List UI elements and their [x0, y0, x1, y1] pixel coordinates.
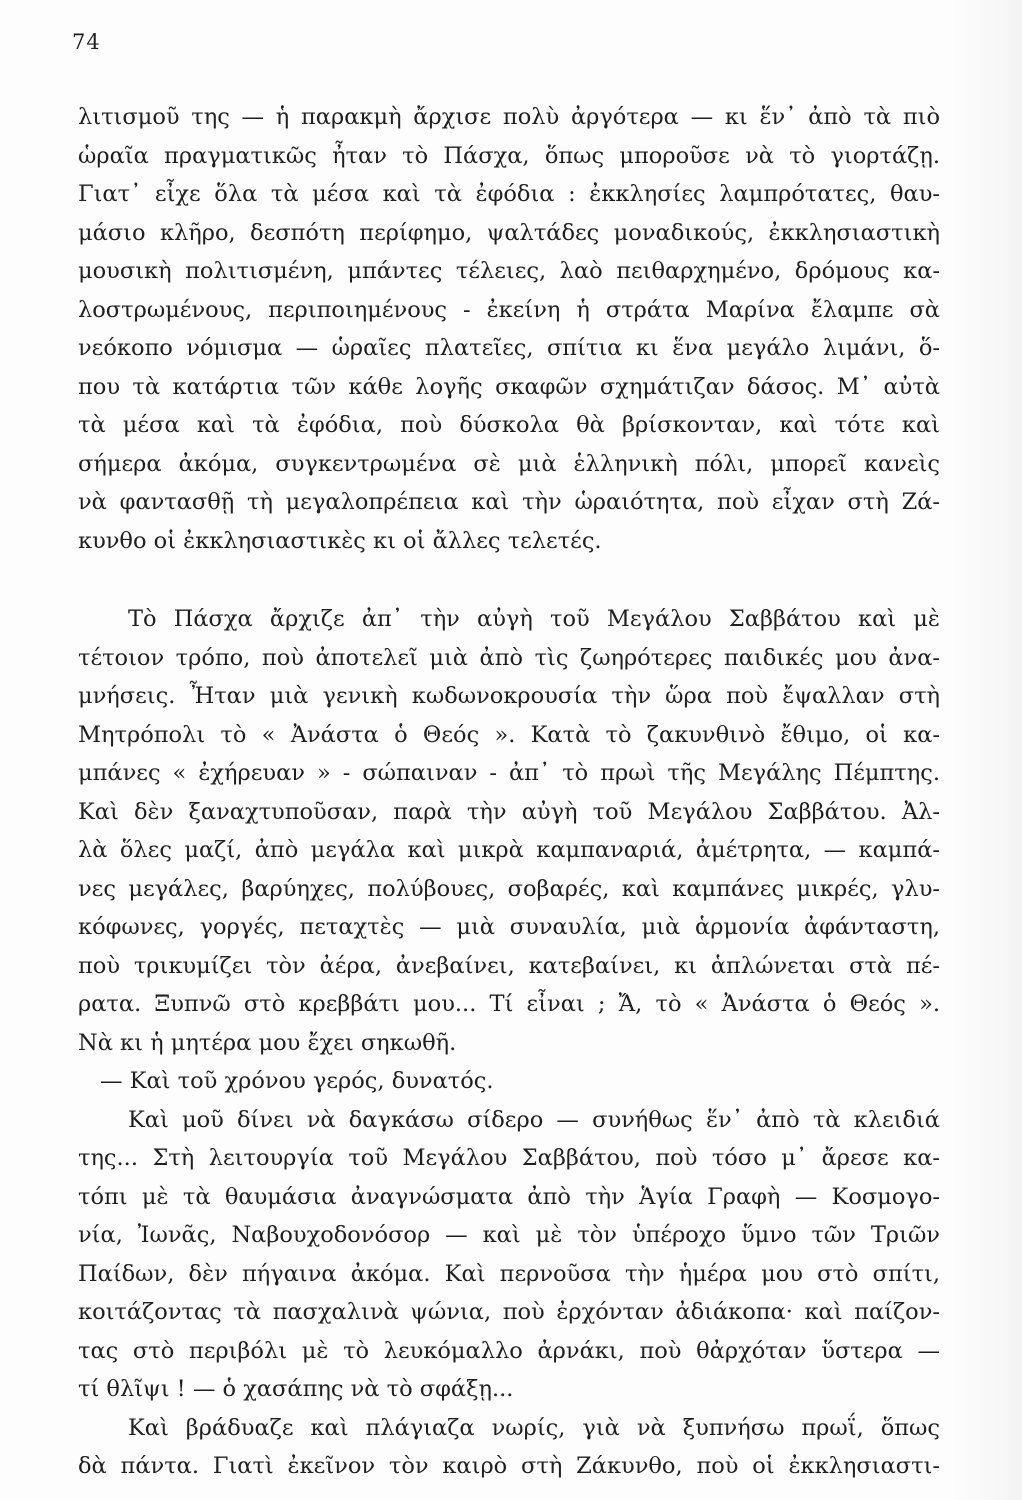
text-line: τέτοιον τρόπο, ποὺ ἀποτελεῖ μιὰ ἀπὸ τὶς ζωηρότερες παιδικές μου ἀνα- [78, 644, 940, 671]
text-line: ὡραῖα πραγματικῶς ἦταν τὸ Πάσχα, ὅπως μποροῦσε νὰ τὸ γιορτάζῃ. [78, 142, 940, 169]
text-line: μνήσεις. Ἦταν μιὰ γενικὴ κωδωνοκρουσία τὴν ὥρα ποὺ ἔψαλλαν στὴ [78, 683, 940, 709]
text-line: κόφωνες, γοργές, πεταχτὲς — μιὰ συναυλία, μιὰ ἁρμονία ἀφάνταστη, [78, 914, 940, 940]
text-line: δὰ πάντα. Γιατὶ ἐκεῖνον τὸν καιρὸ στὴ Ζάκυνθο, ποὺ οἱ ἐκκλησιαστι- [78, 1453, 940, 1479]
text-line: νες μεγάλες, βαρύηχες, πολύβουες, σοβαρές, καὶ καμπάνες μικρές, γλυ- [78, 875, 940, 902]
text-line: της... Στὴ λειτουργία τοῦ Μεγάλου Σαββάτου, ποὺ τόσο μ᾽ ἄρεσε κα- [78, 1145, 940, 1171]
text-line: μπάνες « ἐχήρευαν » - σώπαιναν - ἀπ᾽ τὸ πρωὶ τῆς Μεγάλης Πέμπτης. [78, 760, 940, 786]
page-number: 74 [72, 30, 101, 54]
text-line: Παίδων, δὲν πήγαινα ἀκόμα. Καὶ περνοῦσα τὴν ἡμέρα μου στὸ σπίτι, [78, 1260, 940, 1287]
text-line: μάσιο κλῆρο, δεσπότη περίφημο, ψαλτάδες μοναδικούς, ἐκκλησιαστικὴ [78, 219, 940, 246]
paragraph-2 [78, 600, 940, 1062]
text-line: Νὰ κι ἡ μητέρα μου ἔχει σηκωθῆ. [78, 1029, 457, 1056]
text-line: νεόκοπο νόμισμα — ὡραῖες πλατεῖες, σπίτια κι ἕνα μεγάλο λιμάνι, ὅ- [78, 335, 940, 361]
text-line: ποὺ τρικυμίζει τὸν ἀέρα, ἀνεβαίνει, κατεβαίνει, κι ἁπλώνεται στὰ πέ- [78, 952, 940, 979]
paragraph-4 [78, 1409, 940, 1486]
text-line: σήμερα ἀκόμα, συγκεντρωμένα σὲ μιὰ ἑλληνικὴ πόλι, μπορεῖ κανεὶς [78, 450, 940, 477]
text-line: Καὶ δὲν ξαναχτυποῦσαν, παρὰ τὴν αὐγὴ τοῦ Μεγάλου Σαββάτου. Ἀλ- [78, 798, 940, 825]
text-line: λοστρωμένους, περιποιημένους - ἐκείνη ἡ στράτα Μαρίνα ἔλαμπε σὰ [78, 296, 940, 323]
text-line: τόπι μὲ τὰ θαυμάσια ἀναγνώσματα ἀπὸ τὴν Ἁγία Γραφὴ — Κοσμογο- [78, 1183, 940, 1210]
text-line: τὰ μέσα καὶ τὰ ἐφόδια, ποὺ δύσκολα θὰ βρίσκονταν, καὶ τότε καὶ [78, 412, 940, 438]
text-line: νία, Ἰωνᾶς, Ναβουχοδονόσορ — καὶ μὲ τὸν ὑπέροχο ὕμνο τῶν Τριῶν [78, 1222, 940, 1248]
text-line: που τὰ κατάρτια τῶν κάθε λογῆς σκαφῶν σχημάτιζαν δάσος. Μ᾽ αὐτὰ [78, 373, 940, 400]
text-line: μουσικὴ πολιτισμένη, μπάντες τέλειες, λαὸ πειθαρχημένο, δρόμους κα- [78, 258, 940, 284]
text-line: κοιτάζοντας τὰ πασχαλινὰ ψώνια, ποὺ ἐρχόνταν ἀδιάκοπα· καὶ παίζον- [78, 1299, 940, 1325]
text-line: κυνθο οἱ ἐκκλησιαστικὲς κι οἱ ἄλλες τελετές. [78, 527, 602, 554]
text-line: λιτισμοῦ της — ἡ παρακμὴ ἄρχισε πολὺ ἀργότερα — κι ἕν᾽ ἀπὸ τὰ πιὸ [78, 104, 940, 130]
text-line: τας στὸ περιβόλι μὲ τὸ λευκόμαλλο ἀρνάκι, ποὺ θἀρχόταν ὕστερα — [78, 1337, 940, 1364]
text-line: λὰ ὅλες μαζί, ἀπὸ μεγάλα καὶ μικρὰ καμπαναριά, ἀμέτρητα, — καμπά- [78, 837, 940, 863]
paragraph-3 [78, 1062, 940, 1409]
paragraph-1 [78, 98, 940, 560]
text-line: Μητρόπολι τὸ « Ἀνάστα ὁ Θεός ». Κατὰ τὸ ζακυνθινὸ ἔθιμο, οἱ κα- [78, 721, 940, 748]
text-line: Τὸ Πάσχα ἄρχιζε ἀπ᾽ τὴν αὐγὴ τοῦ Μεγάλου Σαββάτου καὶ μὲ [128, 606, 940, 632]
text-line: ρατα. Ξυπνῶ στὸ κρεββάτι μου... Τί εἶναι ; Ἄ, τὸ « Ἀνάστα ὁ Θεός ». [78, 991, 940, 1017]
body-text [78, 98, 940, 1486]
text-line: νὰ φαντασθῇ τὴ μεγαλοπρέπεια καὶ τὴν ὡραιότητα, ποὺ εἶχαν στὴ Ζά- [78, 489, 940, 515]
paragraph-gap [78, 560, 940, 600]
text-line: τί θλῖψι ! — ὁ χασάπης νὰ τὸ σφάξῃ... [78, 1376, 514, 1402]
dialogue-line: — Καὶ τοῦ χρόνου γερός, δυνατός. [100, 1068, 494, 1094]
text-line: Καὶ μοῦ δίνει νὰ δαγκάσω σίδερο — συνήθως ἕν᾽ ἀπὸ τὰ κλειδιά [128, 1106, 940, 1133]
text-line: Καὶ βράδυαζε καὶ πλάγιαζα νωρίς, γιὰ νὰ ξυπνήσω πρωΐ, ὅπως [128, 1414, 940, 1441]
text-line: Γιατ᾽ εἶχε ὅλα τὰ μέσα καὶ τὰ ἐφόδια : ἐκκλησίες λαμπρότατες, θαυ- [78, 181, 940, 207]
